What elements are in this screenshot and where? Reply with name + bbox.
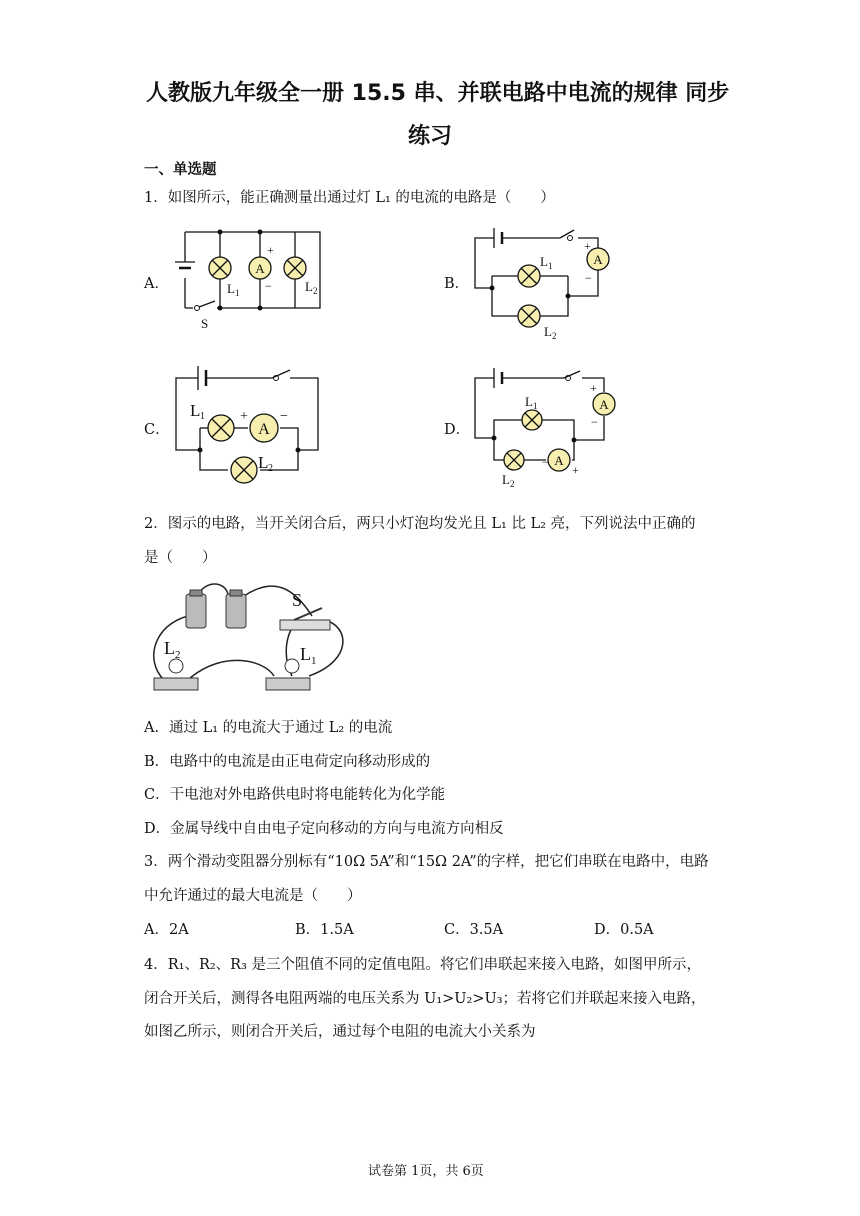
circuit-diagram-a [165, 222, 335, 334]
lamp-l2-sub: 2 [552, 331, 557, 340]
ammeter-c-label: A [258, 421, 270, 438]
q3-stem-line2: 中允许通过的最大电流是（ ） [144, 888, 362, 904]
switch-label: S [292, 590, 303, 610]
minus-sign: − [542, 455, 549, 469]
q3-option-b: B．1.5A [295, 922, 354, 938]
circuit-diagram-d [470, 362, 630, 492]
lamp-l2-sub: 2 [175, 649, 181, 661]
q4-stem-line3: 如图乙所示，则闭合开关后，通过每个电阻的电流大小关系为 [144, 1024, 536, 1040]
lamp-l2-sub: 2 [510, 479, 515, 489]
q1-stem: 1．如图所示，能正确测量出通过灯 L₁ 的电流的电路是（ ） [144, 190, 555, 206]
switch-label: S [201, 316, 209, 331]
ammeter-a-label: A [255, 261, 265, 276]
page-title: 人教版九年级全一册 15.5 串、并联电路中电流的规律 同步 [146, 81, 730, 106]
q3-option-c: C．3.5A [444, 922, 504, 938]
lamp-l1-label: L [540, 254, 548, 269]
lamp-l1-label: L [525, 394, 533, 409]
q2-option-c: C．干电池对外电路供电时将电能转化为化学能 [144, 787, 446, 803]
lamp-l2-label: L [544, 324, 552, 339]
q2-stem-line2: 是（ ） [144, 550, 217, 566]
minus-sign: − [591, 415, 598, 429]
lamp-l2-sub: 2 [313, 286, 318, 296]
minus-sign: − [280, 409, 288, 424]
lamp-l1-label: L [227, 281, 235, 296]
q1-option-d-label: D． [444, 422, 471, 438]
lamp-l1-label: L [190, 401, 201, 420]
q4-stem-line2: 闭合开关后，测得各电阻两端的电压关系为 U₁>U₂>U₃；若将它们并联起来接入电路， [144, 991, 706, 1007]
lamp-l1-sub: 1 [533, 401, 538, 411]
minus-sign: − [265, 279, 272, 293]
q4-stem-line1: 4．R₁、R₂、R₃ 是三个阻值不同的定值电阻。将它们串联起来接入电路，如图甲所示， [144, 957, 702, 973]
lamp-l2-label: L [258, 453, 269, 472]
lamp-l1-sub: 1 [200, 411, 205, 422]
page-title-line2: 练习 [408, 124, 453, 149]
lamp-l2-label: L [305, 279, 313, 294]
lamp-l2-label: L [164, 638, 175, 658]
q1-option-b-label: B． [444, 276, 470, 292]
q2-option-b: B．电路中的电流是由正电荷定向移动形成的 [144, 754, 431, 770]
lamp-l1-sub: 1 [311, 655, 317, 667]
q2-stem-line1: 2．图示的电路，当开关闭合后，两只小灯泡均发光且 L₁ 比 L₂ 亮，下列说法中正确的 [144, 516, 696, 532]
plus-sign: + [590, 381, 597, 395]
minus-sign: − [585, 271, 592, 285]
circuit-diagram-b [470, 218, 620, 340]
circuit-diagram-c [168, 362, 328, 490]
plus-sign: + [267, 243, 274, 257]
lamp-l1-label: L [300, 644, 311, 664]
ammeter-b-label: A [593, 252, 603, 267]
page-footer: 试卷第 1页，共 6页 [368, 1164, 484, 1179]
ammeter-d2-label: A [599, 397, 609, 412]
q3-stem-line1: 3．两个滑动变阻器分别标有“10Ω 5A”和“15Ω 2A”的字样，把它们串联在电路中，电路 [144, 854, 709, 870]
q1-option-c-label: C． [144, 422, 170, 438]
q2-option-d: D．金属导线中自由电子定向移动的方向与电流方向相反 [144, 821, 504, 837]
q3-option-a: A．2A [144, 922, 189, 938]
lamp-l1-sub: 1 [548, 261, 553, 271]
plus-sign: + [572, 463, 579, 477]
plus-sign: + [240, 409, 248, 424]
q2-physical-circuit-image [144, 580, 360, 700]
lamp-l1-sub: 1 [235, 288, 240, 298]
q3-option-d: D．0.5A [594, 922, 654, 938]
lamp-l2-label: L [502, 472, 510, 487]
q1-option-a-label: A． [144, 276, 169, 292]
q2-option-a: A．通过 L₁ 的电流大于通过 L₂ 的电流 [144, 720, 393, 736]
lamp-l2-sub: 2 [268, 463, 273, 474]
section-heading: 一、单选题 [144, 162, 217, 178]
plus-sign: + [584, 239, 591, 253]
ammeter-d1-label: A [554, 453, 564, 468]
